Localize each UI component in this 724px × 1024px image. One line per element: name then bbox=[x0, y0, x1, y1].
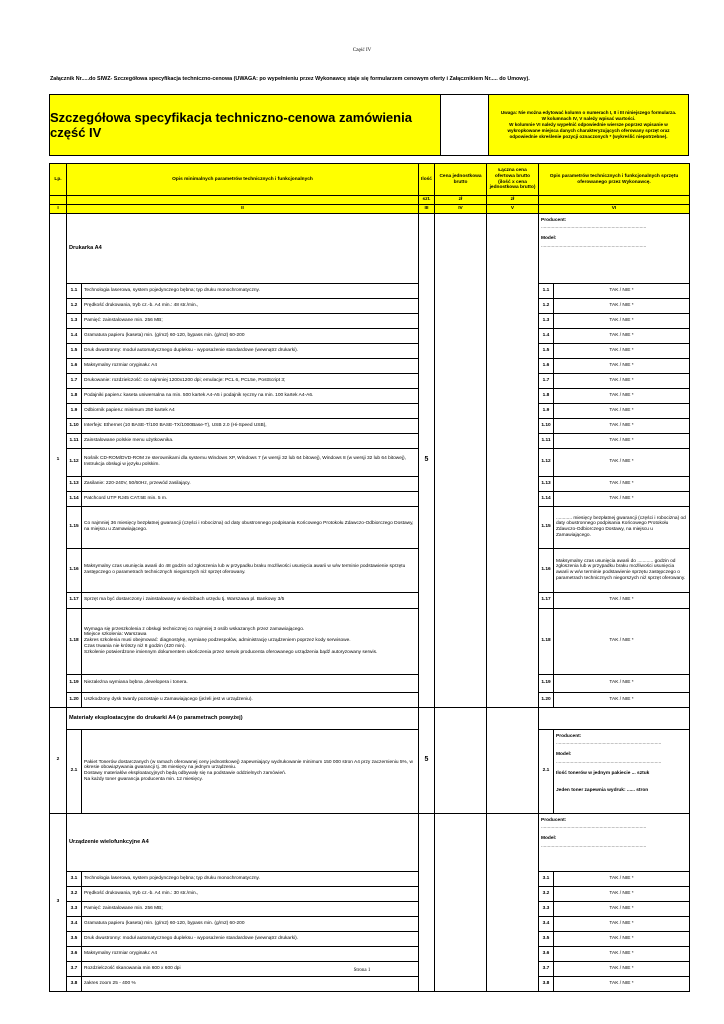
row-description: Prędkość drukowania, tryb cz.-b. A4 min.: 48 str./min., bbox=[82, 298, 419, 313]
col-opis: Opis minimalnych parametrów technicznych i funkcjonalnych bbox=[67, 164, 419, 196]
table-row bbox=[50, 901, 690, 916]
offer-row-number: 1.19 bbox=[539, 674, 554, 692]
row-description: Drukowanie: rozdzielczość: co najmniej 1200x1200 dpi; emulacje: PCL 6, PCL5e, PostScript 3; bbox=[82, 373, 419, 388]
row-number: 1.13 bbox=[67, 476, 82, 491]
table-row bbox=[50, 976, 690, 991]
section-title-row bbox=[50, 813, 690, 871]
table-row bbox=[50, 403, 690, 418]
offer-row-number: 1.10 bbox=[539, 418, 554, 433]
offer-row-number: 1.6 bbox=[539, 358, 554, 373]
offer-value[interactable]: TAK / NIE * bbox=[554, 358, 690, 373]
offer-value[interactable]: TAK / NIE * bbox=[554, 901, 690, 916]
col-laczna: Łączna cena ofertowa brutto (ilość x cena jednostkowa brutto) bbox=[487, 164, 539, 196]
table-row bbox=[50, 298, 690, 313]
row-description: Gramatura papieru (kaseta) min. (g/m2) 60-120, bypass min. (g/m2) 60-200 bbox=[82, 328, 419, 343]
total-price-cell[interactable] bbox=[487, 213, 539, 707]
col-lp: Lp. bbox=[50, 164, 67, 196]
offer-row-number: 1.11 bbox=[539, 433, 554, 448]
row-number: 3.1 bbox=[67, 871, 82, 886]
row-number: 1.1 bbox=[67, 283, 82, 298]
table-row bbox=[50, 433, 690, 448]
offer-row-number: 3.7 bbox=[539, 961, 554, 976]
intro-text: Załącznik Nr.....do SIWZ- Szczegółowa specyfikacja techniczno-cenowa (UWAGA: po wypełnieniu przez Wykonawcę staje się formularzem cenowym oferty i Załącznikiem Nr..... do Umowy). bbox=[50, 76, 530, 82]
quantity-cell: 5 bbox=[419, 213, 435, 707]
model-dots: ............................................................................... bbox=[541, 243, 647, 249]
model-label: Model: bbox=[556, 752, 572, 758]
row-description: Zasilanie: 220-240V, 50/60Hz, przewód zasilający. bbox=[82, 476, 419, 491]
offer-row-number: 1.5 bbox=[539, 343, 554, 358]
row-description: Zainstalowane polskie menu użytkownika. bbox=[82, 433, 419, 448]
unit-price-cell[interactable] bbox=[435, 813, 487, 991]
row-number: 3.8 bbox=[67, 976, 82, 991]
unit-price-cell[interactable] bbox=[435, 213, 487, 707]
table-row bbox=[50, 506, 690, 548]
table-row bbox=[50, 448, 690, 476]
offer-value[interactable]: TAK / NIE * bbox=[554, 491, 690, 506]
model-dots: ............................................................................... bbox=[541, 843, 647, 849]
row-description: zakres zoom 25 - 400 % bbox=[82, 976, 419, 991]
row-description: Maksymalny rozmiar oryginału: A4 bbox=[82, 358, 419, 373]
offer-value[interactable]: TAK / NIE * bbox=[554, 373, 690, 388]
offer-row-number: 1.2 bbox=[539, 298, 554, 313]
offer-value[interactable]: TAK / NIE * bbox=[554, 283, 690, 298]
row-description: Co najmniej 36 miesięcy bezpłatnej gwarancji (części i robocizna) od daty obustronnego podpisania Końcowego Protokołu Zdawczo-Odbiorczego Dostawy, na miejscu u Zamawiającego. bbox=[82, 506, 419, 548]
table-row bbox=[50, 592, 690, 608]
row-number: 1.15 bbox=[67, 506, 82, 548]
row-description: Pakiet Tonerów dostarczanych (w ramach oferowanej ceny jednostkowej) zapewniający wydrukowanie minimum 150 000 stron A4 przy zaczernieniu 5%, w okresie obowiązywania gwarancji tj. 36 miesięcy na jednym urządzeniu. Dostawy materiałów eksploatacyjnych będą odbywały się na podstawie oddzielnych zamówień. Na każdy toner gwarancja producenta min. 12 miesięcy. bbox=[82, 729, 419, 813]
section-title-row bbox=[50, 707, 690, 729]
offer-row-number: 2.1 bbox=[539, 729, 554, 813]
row-description: Rozdzielczość skanowania min 600 x 600 dpi bbox=[82, 961, 419, 976]
table-row bbox=[50, 931, 690, 946]
section-number: 1 bbox=[50, 213, 67, 707]
row-description: Sprzęt ma być dostarczony i zainstalowany w siedzibach urzędu tj. Warszawa pl. Bankowy 3/5 bbox=[82, 592, 419, 608]
offer-row-number: 1.7 bbox=[539, 373, 554, 388]
row-number: 1.12 bbox=[67, 448, 82, 476]
table-row bbox=[50, 548, 690, 592]
row-number: 1.17 bbox=[67, 592, 82, 608]
toner-count: Ilość tonerów w jednym pakiecie ... sztuk bbox=[556, 770, 650, 776]
offer-row-number: 1.13 bbox=[539, 476, 554, 491]
model-dots: ............................................................................... bbox=[556, 759, 662, 765]
row-number: 1.20 bbox=[67, 692, 82, 707]
offer-value[interactable]: TAK / NIE * bbox=[554, 608, 690, 674]
toner-yield: Jeden toner zapewnia wydruk: ...... stron bbox=[556, 787, 649, 793]
row-number: 1.14 bbox=[67, 491, 82, 506]
row-number: 1.8 bbox=[67, 388, 82, 403]
offer-row-number: 1.20 bbox=[539, 692, 554, 707]
offer-value[interactable]: TAK / NIE * bbox=[554, 298, 690, 313]
units-row: szt. zł zł bbox=[50, 196, 690, 205]
offer-row-number: 3.1 bbox=[539, 871, 554, 886]
producer-label: Producent: bbox=[541, 217, 567, 223]
col-cena: Cena jednostkowa brutto bbox=[435, 164, 487, 196]
table-row bbox=[50, 343, 690, 358]
row-description: Gramatura papieru (kaseta) min. (g/m2) 60-120, bypass min. (g/m2) 60-200 bbox=[82, 916, 419, 931]
row-description: Prędkość drukowania, tryb cz.-b. A4 min.: 30 str./min., bbox=[82, 886, 419, 901]
table-row bbox=[50, 358, 690, 373]
producer-dots: ............................................................................... bbox=[541, 825, 647, 831]
offer-row-number: 3.5 bbox=[539, 931, 554, 946]
unit-price-cell[interactable] bbox=[435, 707, 487, 813]
row-number: 1.11 bbox=[67, 433, 82, 448]
row-number: 2.1 bbox=[67, 729, 82, 813]
col-ilosc: Ilość bbox=[419, 164, 435, 196]
row-description: Nośnik CD-ROM/DVD-ROM ze sterownikami dla systemu Windows XP, Windows 7 (w wersji 32 lub 64 bitowej), Windows 8 (w wersji 32 lub 64 bitowej), Instrukcja obsługi w języku polskim. bbox=[82, 448, 419, 476]
producer-label: Producent: bbox=[556, 733, 582, 739]
row-number: 1.10 bbox=[67, 418, 82, 433]
row-number: 3.2 bbox=[67, 886, 82, 901]
row-number: 1.4 bbox=[67, 328, 82, 343]
header-row bbox=[50, 164, 690, 196]
offer-value[interactable]: TAK / NIE * bbox=[554, 961, 690, 976]
row-number: 1.2 bbox=[67, 298, 82, 313]
offer-row-number: 1.15 bbox=[539, 506, 554, 548]
row-description: Patchcord UTP RJ45 CAT.5E min. 5 m. bbox=[82, 491, 419, 506]
row-description: Odbiornik papieru: minimum 250 kartek A4 bbox=[82, 403, 419, 418]
offer-value[interactable]: TAK / NIE * bbox=[554, 313, 690, 328]
row-number: 3.5 bbox=[67, 931, 82, 946]
offer-details-cell[interactable] bbox=[554, 729, 690, 813]
producer-dots: ............................................................................... bbox=[556, 741, 662, 747]
offer-row-number: 3.3 bbox=[539, 901, 554, 916]
table-row bbox=[50, 886, 690, 901]
row-description: Technologia laserowa, system pojedynczego bębna; typ druku monochromatyczny. bbox=[82, 283, 419, 298]
offer-value[interactable]: TAK / NIE * bbox=[554, 418, 690, 433]
offer-value[interactable]: TAK / NIE * bbox=[554, 448, 690, 476]
row-number: 1.16 bbox=[67, 548, 82, 592]
section-title: Urządzenie wielofunkcyjne A4 bbox=[67, 813, 419, 871]
page-footer: Strona 1 bbox=[353, 968, 371, 973]
table-row bbox=[50, 608, 690, 674]
offer-value[interactable]: ............ miesięcy bezpłatnej gwarancji (części i robocizna) od daty obustronnego podpisania Końcowego Protokołu Zdawczo-Odbiorczego Dostawy, na miejscu u Zamawiającego. bbox=[554, 506, 690, 548]
offer-row-number: 1.1 bbox=[539, 283, 554, 298]
producer-model-cell[interactable] bbox=[539, 813, 690, 871]
table-row bbox=[50, 418, 690, 433]
row-description: Wymaga się przeszkolenia z obsługi technicznej co najmniej 3 osób wskazanych przez zamawiającego. Miejsce szkolenia: Warszawa Zakres szkolenia musi obejmować: diagnostykę, wymianę podzespołów, administrację urządzeniem poprzez kody serwisowe. Czas trwania nie krótszy niż 8 godzin (420 min). Szkolenie potwierdzone imiennym dokumentem ukończenia przez serwis producenta oferowanego urządzenia bądź autoryzowany serwis. bbox=[82, 608, 419, 674]
offer-value[interactable]: TAK / NIE * bbox=[554, 403, 690, 418]
row-description: Niezależna wymiana bębna ,developera i tonera. bbox=[82, 674, 419, 692]
table-row bbox=[50, 946, 690, 961]
section-title: Materiały eksploatacyjne do drukarki A4 (o parametrach powyżej) bbox=[67, 707, 419, 729]
specification-table bbox=[49, 163, 690, 992]
section-number: 3 bbox=[50, 813, 67, 991]
offer-value[interactable]: TAK / NIE * bbox=[554, 388, 690, 403]
table-row bbox=[50, 692, 690, 707]
total-price-cell[interactable] bbox=[487, 813, 539, 991]
offer-row-number: 1.17 bbox=[539, 592, 554, 608]
offer-row-number: 1.16 bbox=[539, 548, 554, 592]
row-description: Uszkodzony dysk twardy pozostaje u Zamawiającego (jeżeli jest w urządzeniu). bbox=[82, 692, 419, 707]
quantity-cell: 5 bbox=[419, 707, 435, 813]
row-description: Druk dwustronny: moduł automatycznego dupleksu - wyposażenie standardowe (wewnątrz drukarki). bbox=[82, 931, 419, 946]
row-number: 3.7 bbox=[67, 961, 82, 976]
offer-row-number: 1.8 bbox=[539, 388, 554, 403]
table-row bbox=[50, 313, 690, 328]
offer-row-number: 1.18 bbox=[539, 608, 554, 674]
document-title: Szczegółowa specyfikacja techniczno-cenowa zamówienia część IV bbox=[50, 95, 441, 155]
section-title-row bbox=[50, 213, 690, 283]
table-row bbox=[50, 283, 690, 298]
table-row bbox=[50, 729, 690, 813]
row-number: 1.5 bbox=[67, 343, 82, 358]
table-row bbox=[50, 373, 690, 388]
producer-dots: ............................................................................... bbox=[541, 225, 647, 231]
offer-row-number: 3.8 bbox=[539, 976, 554, 991]
offer-value[interactable]: TAK / NIE * bbox=[554, 343, 690, 358]
row-number: 3.4 bbox=[67, 916, 82, 931]
offer-row-number: 1.14 bbox=[539, 491, 554, 506]
row-number: 1.18 bbox=[67, 608, 82, 674]
col-oferowane: Opis parametrów technicznych i funkcjonalnych sprzętu oferowanego przez Wykonawcę. bbox=[539, 164, 690, 196]
table-row bbox=[50, 871, 690, 886]
offer-value[interactable]: TAK / NIE * bbox=[554, 328, 690, 343]
offer-row-number: 1.4 bbox=[539, 328, 554, 343]
section-title: Drukarka A4 bbox=[67, 213, 419, 283]
row-description: Druk dwustronny: moduł automatycznego dupleksu - wyposażenie standardowe (wewnątrz drukarki). bbox=[82, 343, 419, 358]
producer-label: Producent: bbox=[541, 817, 567, 823]
producer-model-cell[interactable] bbox=[539, 213, 690, 283]
title-banner bbox=[49, 94, 689, 156]
table-row bbox=[50, 476, 690, 491]
table-row bbox=[50, 674, 690, 692]
offer-value[interactable]: TAK / NIE * bbox=[554, 976, 690, 991]
row-number: 3.3 bbox=[67, 901, 82, 916]
offer-value[interactable]: TAK / NIE * bbox=[554, 946, 690, 961]
offer-value[interactable]: TAK / NIE * bbox=[554, 592, 690, 608]
model-label: Model: bbox=[541, 236, 557, 242]
offer-row-number: 3.4 bbox=[539, 916, 554, 931]
offer-value[interactable]: TAK / NIE * bbox=[554, 674, 690, 692]
offer-row-number: 1.12 bbox=[539, 448, 554, 476]
page-header: Część IV bbox=[352, 48, 372, 53]
offer-row-number: 3.2 bbox=[539, 886, 554, 901]
row-description: Maksymalny czas usunięcia awarii do 48 godzin od zgłoszenia lub w przypadku braku możliwości usunięcia awarii w w/w terminie podstawienie sprzętu zastępczego o parametrach technicznych niegorszych niż sprzęt oferowany. bbox=[82, 548, 419, 592]
offer-value[interactable]: TAK / NIE * bbox=[554, 871, 690, 886]
row-number: 1.6 bbox=[67, 358, 82, 373]
offer-value[interactable]: TAK / NIE * bbox=[554, 433, 690, 448]
row-number: 1.7 bbox=[67, 373, 82, 388]
row-number: 1.3 bbox=[67, 313, 82, 328]
row-description: Maksymalny rozmiar oryginału: A4 bbox=[82, 946, 419, 961]
roman-row: I II III IV V VI bbox=[50, 204, 690, 213]
table-row bbox=[50, 916, 690, 931]
total-price-cell[interactable] bbox=[487, 707, 539, 813]
section-number: 2 bbox=[50, 707, 67, 813]
row-number: 1.19 bbox=[67, 674, 82, 692]
row-description: Pamięć: zainstalowane min. 256 MB; bbox=[82, 901, 419, 916]
offer-value[interactable]: TAK / NIE * bbox=[554, 916, 690, 931]
table-row bbox=[50, 328, 690, 343]
banner-note: Uwaga: Nie można edytować kolumn o numerach I, II i III niniejszego formularza. W kolumnach IV, V należy wpisać wartości. W kolumnie VI należy wypełnić odpowiednie wiersze poprzez wpisanie w wykropkowane miejsca danych charakteryzujących oferowany sprzęt oraz odpowiednie skreślenie pozycji oznaczonych * (wykreślić niepotrzebne). bbox=[489, 95, 688, 155]
model-label: Model: bbox=[541, 836, 557, 842]
offer-value[interactable]: TAK / NIE * bbox=[554, 692, 690, 707]
row-number: 3.6 bbox=[67, 946, 82, 961]
offer-value[interactable]: TAK / NIE * bbox=[554, 476, 690, 491]
offer-value[interactable]: TAK / NIE * bbox=[554, 931, 690, 946]
offer-row-number: 1.3 bbox=[539, 313, 554, 328]
quantity-cell bbox=[419, 813, 435, 991]
offer-value[interactable]: Maksymalny czas usunięcia awarii do ............ godzin od zgłoszenia lub w przypadku braku możliwości usunięcia awarii w w/w terminie podstawienie sprzętu zastępczego o parametrach technicznych niegorszych niż sprzęt oferowany. bbox=[554, 548, 690, 592]
row-description: Pamięć: zainstalowane min. 256 MB; bbox=[82, 313, 419, 328]
offer-row-number: 3.6 bbox=[539, 946, 554, 961]
table-row bbox=[50, 491, 690, 506]
row-description: Podajniki papieru: kaseta uniwersalna na min. 500 kartek A4-A5 i podajnik ręczny na min. 100 kartek A4-A6. bbox=[82, 388, 419, 403]
row-description: Technologia laserowa, system pojedynczego bębna; typ druku monochromatyczny. bbox=[82, 871, 419, 886]
table-row bbox=[50, 388, 690, 403]
row-description: Interfejs: Ethernet (10 BASE-T/100 BASE-TX/1000Base-T), USB 2.0 (Hi-Speed USB), bbox=[82, 418, 419, 433]
offer-row-number: 1.9 bbox=[539, 403, 554, 418]
offer-value[interactable]: TAK / NIE * bbox=[554, 886, 690, 901]
row-number: 1.9 bbox=[67, 403, 82, 418]
